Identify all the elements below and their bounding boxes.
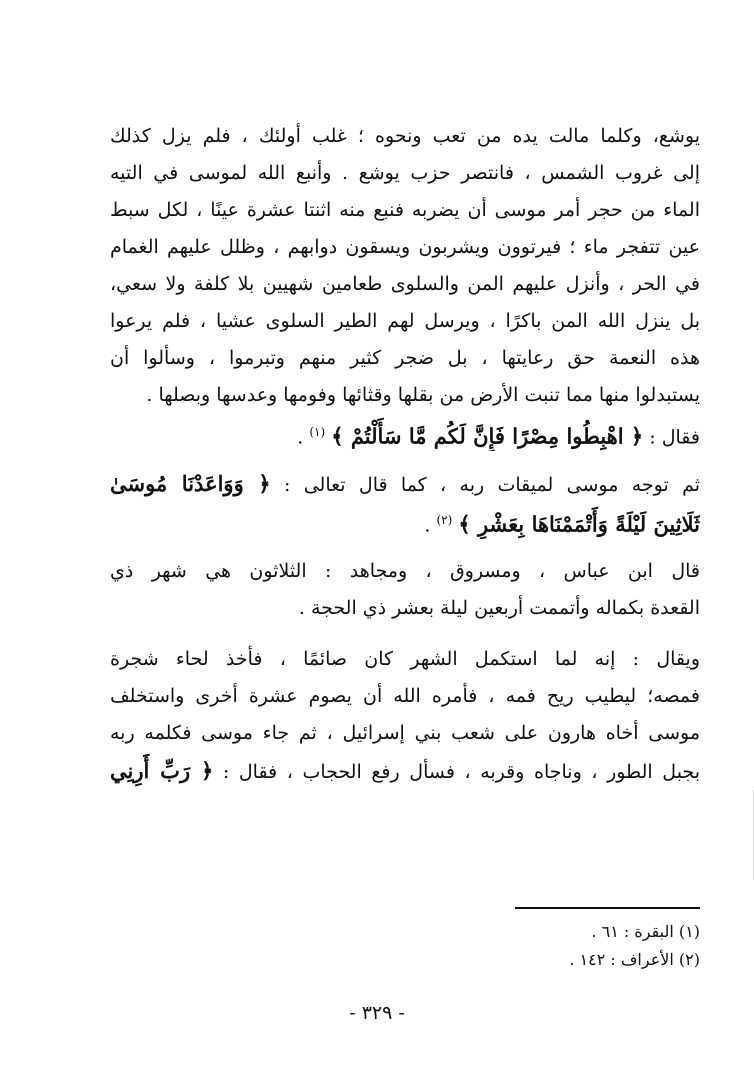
quote-suffix: .: [424, 514, 431, 537]
footnote-marker: (٢): [436, 513, 453, 527]
quran-verse: ﴿ وَوَاعَدْنَا مُوسَىٰ: [110, 471, 271, 496]
footnotes: [400, 918, 700, 974]
para4-text: بجبل الطور ، وناجاه وقربه ، فسأل رفع الحجاب ، فقال :: [222, 761, 700, 783]
text-line: يوشع، وكلما مالت يده من تعب ونحوه ؛ غلب أولئك ، فلم يزل كذلك: [110, 125, 700, 147]
page-body: [110, 118, 700, 789]
text-line: القعدة بكماله وأتممت أربعين ليلة بعشر ذي الحجة .: [298, 597, 700, 619]
quote-prefix: فقال :: [649, 426, 700, 449]
footnote: (١) البقرة : ٦١ .: [591, 922, 700, 941]
quote-suffix: .: [297, 426, 304, 449]
text-line: يستبدلوا منها مما تنبت الأرض من بقلها وقثائها وفومها وعدسها وبصلها .: [146, 384, 700, 406]
text-line: ويقال : إنه لما استكمل الشهر كان صائمًا ، فأخذ لحاء شجرة: [110, 648, 700, 670]
para2-text: ثم توجه موسى لميقات ربه ، كما قال تعالى :: [283, 474, 700, 496]
text-line: [110, 752, 700, 789]
text-line: هذه النعمة حق رعايتها ، بل ضجر كثير منهم وتبرموا ، وسألوا أن: [110, 347, 700, 369]
text-line: قال ابن عباس ، ومسروق ، ومجاهد : الثلاثون هي شهر ذي: [110, 560, 700, 582]
footnote-divider: [515, 907, 700, 909]
text-line: [110, 465, 700, 502]
text-line: الماء من حجر أمر موسى أن يضربه فنبع منه اثنتا عشرة عينًا ، لكل سبط: [110, 199, 700, 221]
text-line: في الحر ، وأنزل عليهم المن والسلوى طعامين شهيين بلا كلفة ولا سعي،: [110, 273, 700, 295]
text-line: فمصه؛ ليطيب ريح فمه ، فأمره الله أن يصوم عشرة أخرى واستخلف: [110, 685, 700, 707]
page-number: - ٣٢٩ -: [349, 1002, 405, 1024]
text-line: موسى أخاه هارون على شعب بني إسرائيل ، ثم جاء موسى فكلمه ربه: [110, 722, 700, 744]
text-line: بل ينزل الله المن باكرًا ، ويرسل لهم الطير السلوى عشيا ، فلم يرعوا: [110, 310, 700, 332]
text-line: [110, 502, 700, 539]
quran-verse: ﴿ اهْبِطُوا مِصْرًا فَإِنَّ لَكُم مَّا سَأَلْتُمْ ﴾: [331, 423, 644, 449]
text-line: إلى غروب الشمس ، فانتصر حزب يوشع . وأنبع الله لموسى في التيه: [110, 162, 700, 184]
footnote-marker: (١): [309, 425, 326, 439]
page-edge-decoration: [739, 790, 754, 880]
footnote: (٢) الأعراف : ١٤٢ .: [569, 950, 700, 969]
paragraph-3: [110, 553, 700, 627]
quote-line-1: [110, 414, 700, 451]
paragraph-1: [110, 118, 700, 414]
quran-verse: ثَلَاثِينَ لَيْلَةً وَأَتْمَمْنَاهَا بِعَشْرٍ ﴾: [458, 511, 700, 537]
quran-verse: ﴿ رَبِّ أَرِنِي: [110, 758, 214, 783]
paragraph-2: [110, 465, 700, 539]
paragraph-4: [110, 641, 700, 789]
text-line: عين تتفجر ماء ؛ فيرتوون ويشربون ويسقون دوابهم ، وظلل عليهم الغمام: [110, 236, 700, 258]
